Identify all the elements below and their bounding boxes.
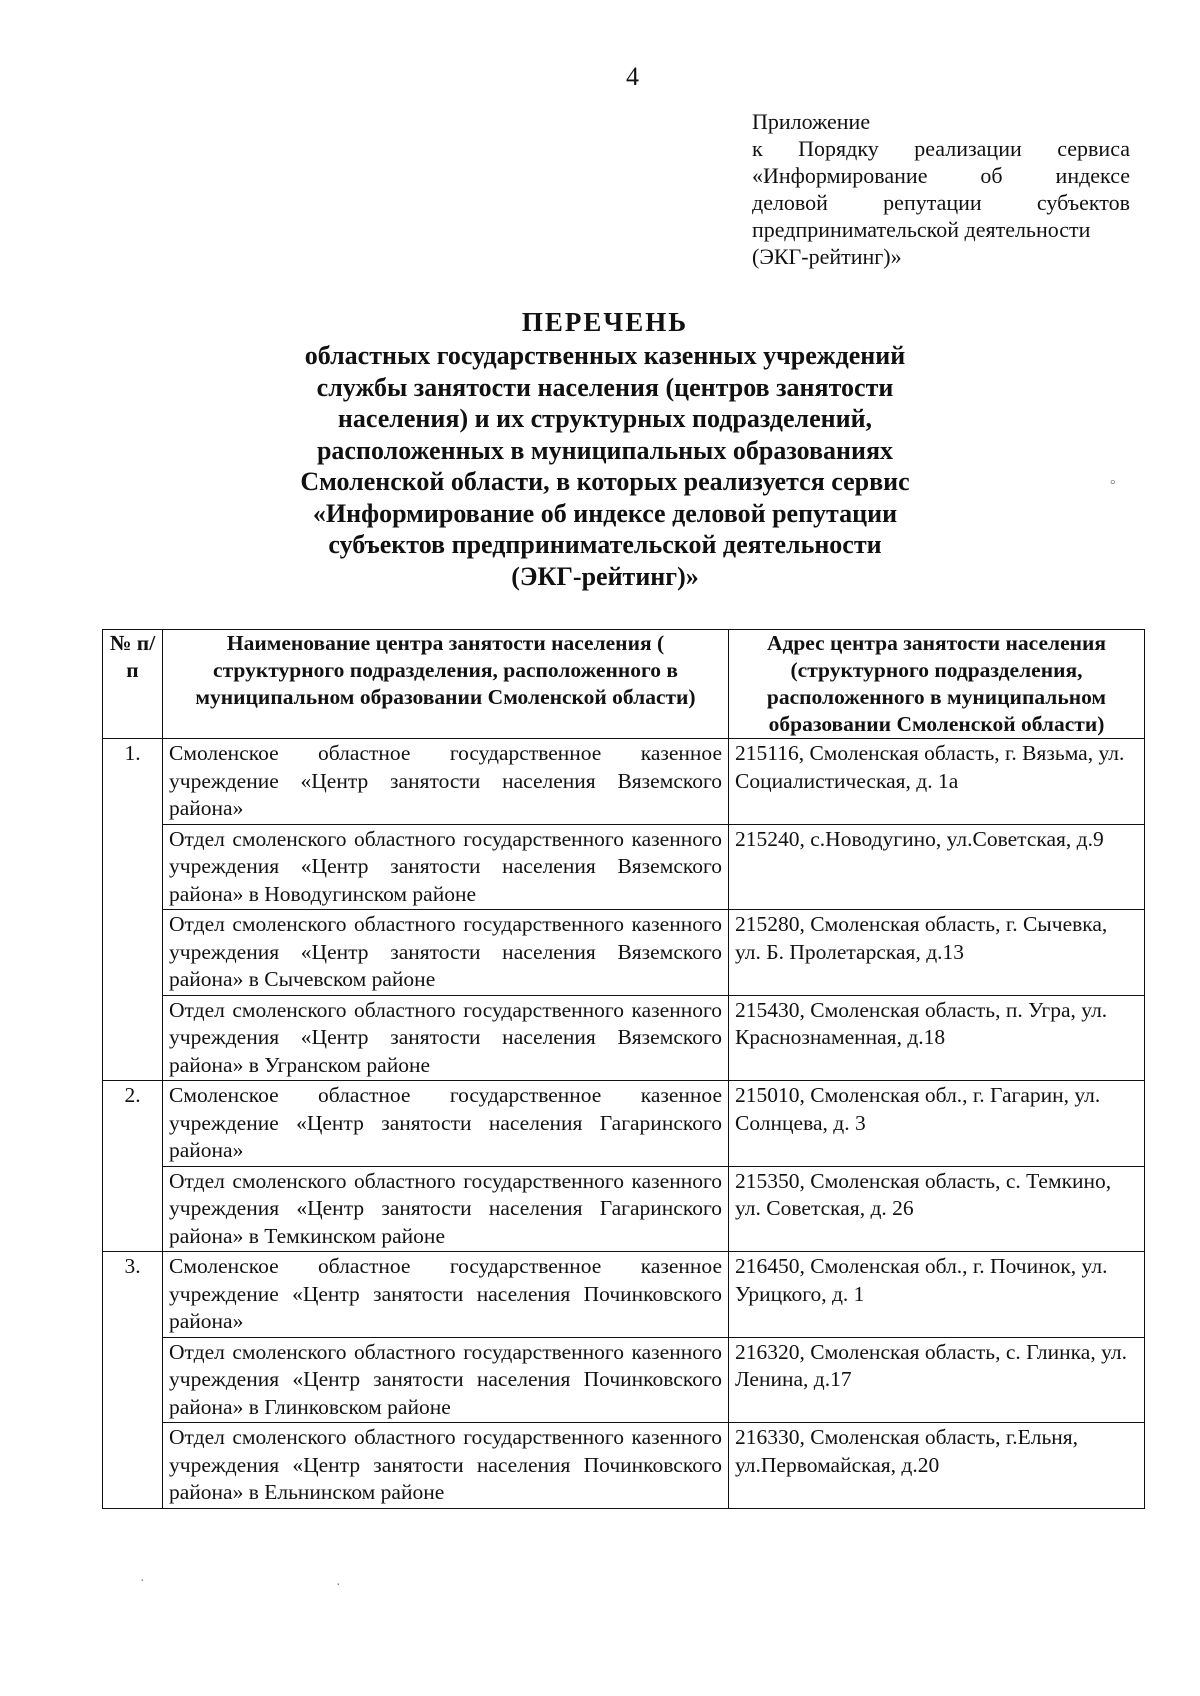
scan-artifact: · [336,1578,341,1593]
scan-artifact: ° [1110,478,1116,493]
scan-artifact: · [140,1574,145,1589]
row-number: 3. [103,1252,163,1338]
table-row [103,739,1145,825]
table-row [103,824,1145,910]
row-number [103,1166,163,1252]
appendix-line: Приложение [752,109,871,134]
row-number: 1. [103,739,163,825]
center-name: Отдел смоленского областного государственного казенного учреждения «Центр занятости населения Вяземского района» в Угранском районе [163,995,729,1081]
center-address: 215010, Смоленская обл., г. Гагарин, ул. Солнцева, д. 3 [729,1081,1145,1167]
appendix-line: к Порядку реализации сервиса [752,136,1130,161]
header-num: № п/п [103,630,163,739]
table-row [103,1423,1145,1509]
center-name: Отдел смоленского областного государственного казенного учреждения «Центр занятости населения Починковского района» в Ельнинском районе [163,1423,729,1509]
center-address: 215116, Смоленская область, г. Вязьма, ул. Социалистическая, д. 1а [729,739,1145,825]
title-line: субъектов предпринимательской деятельности [328,530,882,559]
center-name: Отдел смоленского областного государственного казенного учреждения «Центр занятости населения Вяземского района» в Сычевском районе [163,910,729,996]
table-row [103,1081,1145,1167]
appendix-note [752,108,1130,270]
row-number [103,995,163,1081]
title-line: Смоленской области, в которых реализуется сервис [300,467,910,496]
row-number [103,910,163,996]
document-title [240,306,970,592]
center-address: 215350, Смоленская область, с. Темкино, ул. Советская, д. 26 [729,1166,1145,1252]
center-name: Смоленское областное государственное казенное учреждение «Центр занятости населения Починковского района» [163,1252,729,1338]
title-line: «Информирование об индексе деловой репутации [312,498,898,528]
appendix-line: деловой репутации субъектов [752,190,1130,215]
table-header-row [103,630,1145,739]
header-address: Адрес центра занятости населения (структурного подразделения, расположенного в муниципальном образовании Смоленской области) [729,630,1145,739]
page-number: 4 [626,62,639,91]
center-address: 215430, Смоленская область, п. Угра, ул. Краснознаменная, д.18 [729,995,1145,1081]
center-name: Отдел смоленского областного государственного казенного учреждения «Центр занятости населения Починковского района» в Глинковском районе [163,1337,729,1423]
table-row [103,995,1145,1081]
title-line: службы занятости населения (центров занятости [316,372,894,402]
center-address: 216450, Смоленская обл., г. Починок, ул. Урицкого, д. 1 [729,1252,1145,1338]
row-number [103,1337,163,1423]
appendix-line: (ЭКГ-рейтинг)» [752,244,902,269]
header-name: Наименование центра занятости населения ( структурного подразделения, расположенного в муниципальном образовании Смоленской области) [163,630,729,739]
employment-centers-table [102,629,1145,1509]
table-row [103,1252,1145,1338]
appendix-line: «Информирование об индексе [752,163,1130,188]
row-number [103,1423,163,1509]
center-name: Отдел смоленского областного государственного казенного учреждения «Центр занятости населения Гагаринского района» в Темкинском районе [163,1166,729,1252]
center-address: 215240, с.Новодугино, ул.Советская, д.9 [729,824,1145,910]
title-heading: ПЕРЕЧЕНЬ [521,307,689,337]
center-name: Смоленское областное государственное казенное учреждение «Центр занятости населения Гагаринского района» [163,1081,729,1167]
table-row [103,910,1145,996]
center-address: 215280, Смоленская область, г. Сычевка, ул. Б. Пролетарская, д.13 [729,910,1145,996]
table-row [103,1166,1145,1252]
center-address: 216330, Смоленская область, г.Ельня, ул.Первомайская, д.20 [729,1423,1145,1509]
row-number [103,824,163,910]
center-address: 216320, Смоленская область, с. Глинка, ул. Ленина, д.17 [729,1337,1145,1423]
title-line: (ЭКГ-рейтинг)» [511,561,699,591]
title-line: областных государственных казенных учреждений [304,341,906,370]
title-line: расположенных в муниципальных образованиях [316,435,894,465]
center-name: Отдел смоленского областного государственного казенного учреждения «Центр занятости населения Вяземского района» в Новодугинском районе [163,824,729,910]
row-number: 2. [103,1081,163,1167]
appendix-line: предпринимательской деятельности [752,217,1091,242]
title-line: населения) и их структурных подразделений, [337,404,873,433]
table-row [103,1337,1145,1423]
center-name: Смоленское областное государственное казенное учреждение «Центр занятости населения Вяземского района» [163,739,729,825]
